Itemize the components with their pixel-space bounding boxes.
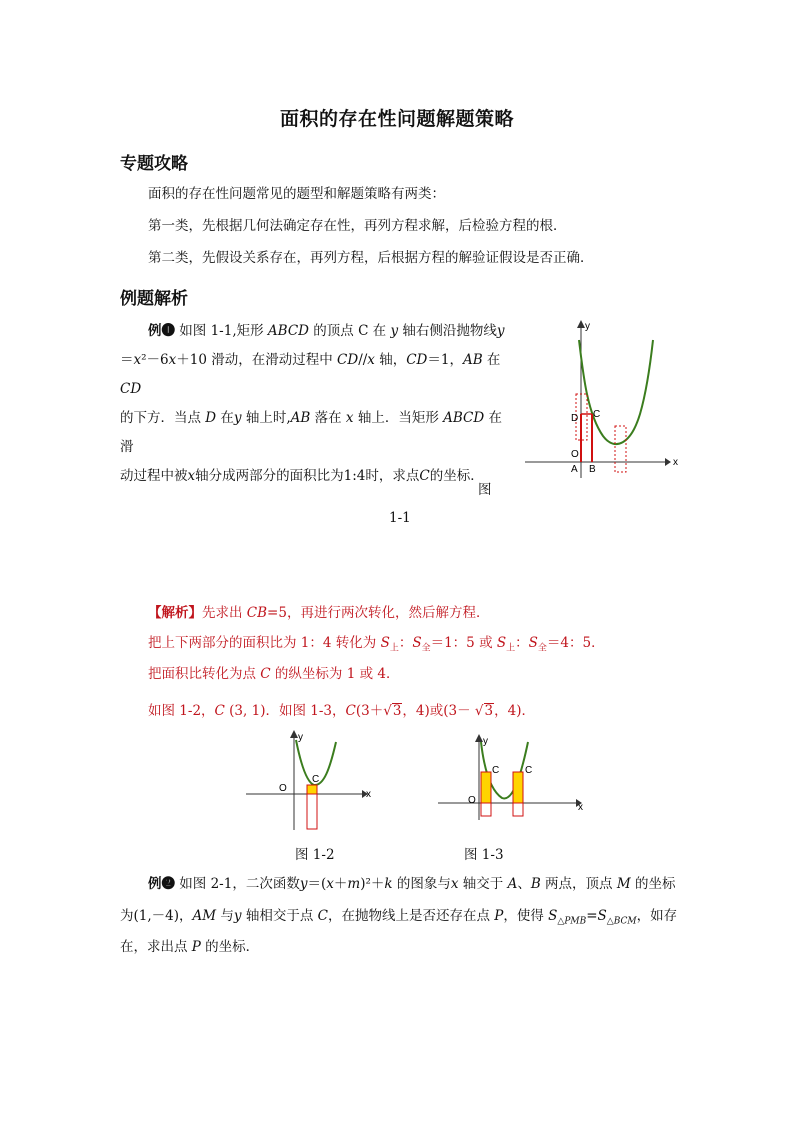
figure1-caption-a: 图: [478, 482, 492, 498]
section-heading-examples: 例题解析: [120, 289, 188, 309]
type2-paragraph: 第二类，先假设关系存在，再列方程，后根据方程的解验证假设是否正确．: [148, 250, 594, 266]
y-axis-label: y: [483, 736, 488, 747]
x-axis-label: x: [366, 789, 371, 800]
rect-left-lower: [481, 803, 491, 816]
figure1-caption-b: 1-1: [389, 510, 411, 526]
label-b: B: [589, 464, 596, 475]
example1-line1: 例❶ 如图 1-1,矩形 ABCD 的顶点 C 在 y 轴右侧沿抛物线y: [148, 323, 505, 339]
y-axis-arrow: [475, 734, 483, 742]
figure2-caption: 图 1-2: [295, 847, 335, 863]
example1-label: 例❶: [148, 323, 175, 339]
x-axis-label: x: [673, 457, 678, 468]
section-heading-strategy: 专题攻略: [120, 154, 188, 174]
x-axis-arrow: [665, 458, 671, 466]
label-c: C: [312, 774, 320, 785]
figure-1-3: [436, 732, 586, 822]
y-axis-arrow: [290, 730, 298, 738]
example1-text: [120, 317, 510, 491]
solution-line1: 【解析】先求出 CB=5，再进行两次转化，然后解方程．: [148, 605, 490, 621]
example1-line3: 的下方．当点 D 在y 轴上时,AB 落在 x 轴上．当矩形 ABCD 在滑: [120, 410, 503, 455]
example2-line2: 为(1,－4)，AM 与y 轴相交于点 C，在抛物线上是否还存在点 P，使得 $S_{\triangle PMB}=S_{\triangle BCM}$，如存: [120, 908, 678, 927]
label-c-right: C: [525, 765, 533, 776]
rect-dashed-right: [615, 426, 626, 472]
example1-line2: ＝x²－6x＋10 滑动，在滑动过程中 CD//x 轴，CD＝1，AB 在 CD: [120, 352, 501, 397]
rect-upper-filled: [307, 785, 317, 794]
example1-line4: 动过程中被x轴分成两部分的面积比为1:4时，求点C的坐标．: [120, 468, 484, 484]
label-o: O: [468, 795, 476, 806]
type1-paragraph: 第一类，先根据几何法确定存在性，再列方程求解，后检验方程的根．: [148, 218, 567, 234]
figure-1-2: [244, 730, 380, 834]
label-d: D: [571, 413, 579, 424]
figure3-caption: 图 1-3: [464, 847, 504, 863]
y-axis-label: y: [585, 321, 590, 332]
label-a: A: [571, 464, 578, 475]
solution-line3: 把面积比转化为点 C 的纵坐标为 1 或 4．: [148, 666, 400, 682]
intro-paragraph: 面积的存在性问题常见的题型和解题策略有两类：: [148, 186, 445, 202]
rect-right-upper: [513, 772, 523, 803]
rect-right-lower: [513, 803, 523, 816]
example2-line3: 在，求出点 P 的坐标．: [120, 939, 260, 955]
example2-label: 例❷: [148, 876, 175, 892]
label-o: O: [571, 449, 579, 460]
label-c-left: C: [492, 765, 500, 776]
parabola: [579, 340, 653, 444]
y-axis-label: y: [298, 732, 303, 743]
solution-tag: 【解析】: [148, 605, 202, 621]
rect-left-upper: [481, 772, 491, 803]
page-title: 面积的存在性问题解题策略: [279, 108, 514, 130]
figure-1-1: [525, 318, 678, 478]
example2-line1: 例❷ 如图 2-1，二次函数y＝(x＋m)²＋k 的图象与x 轴交于 A、B 两点，顶点 M 的坐标: [148, 876, 676, 892]
rect-lower: [307, 794, 317, 829]
y-axis-arrow: [577, 320, 585, 328]
label-c: C: [593, 409, 601, 420]
solution-line2: 把上下两部分的面积比为 1：4 转化为 $S_上$：$S_全=1$：5 或 $S_上$：$S_全=4$：5．: [148, 635, 605, 654]
solution-line4: 如图 1-2，C (3, 1)．如图 1-3，C(3＋√3，4)或(3－ √3，4)．: [148, 703, 535, 719]
label-o: O: [279, 783, 287, 794]
x-axis-label: x: [578, 802, 583, 813]
